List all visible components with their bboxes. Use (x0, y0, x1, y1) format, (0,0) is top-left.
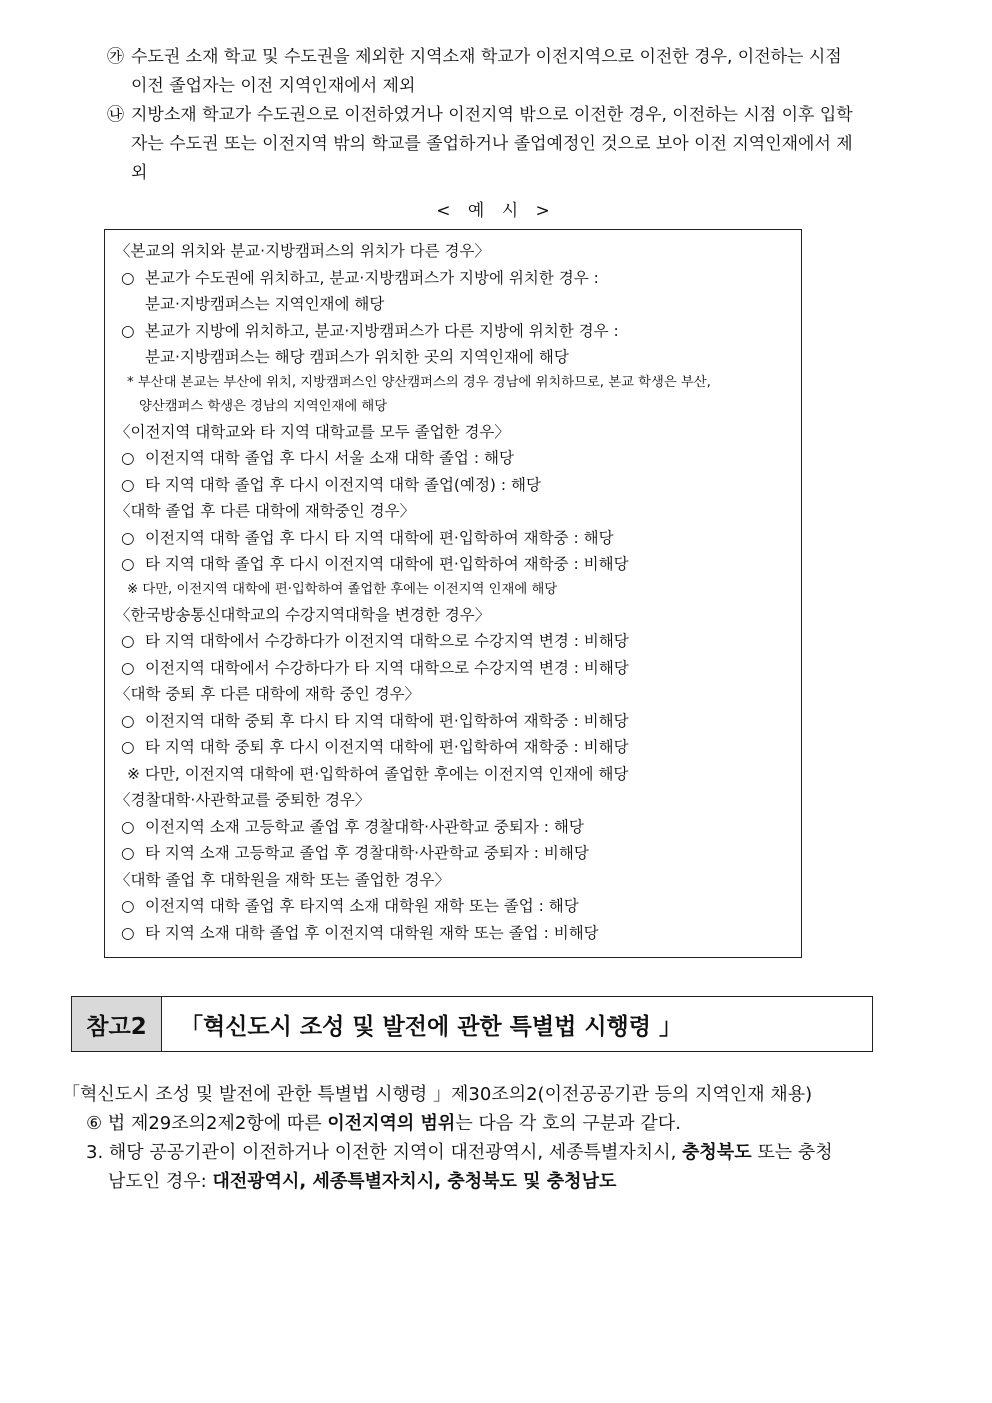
example-item: ○ 이전지역 대학 졸업 후 타지역 소재 대학원 재학 또는 졸업 : 해당 (115, 893, 793, 920)
na-line1: 지방소재 학교가 수도권으로 이전하였거나 이전지역 밖으로 이전한 경우, 이전하는 시점 이후 입학 (131, 105, 853, 125)
example-item: ○ 타 지역 소재 고등학교 졸업 후 경찰대학·사관학교 중퇴자 : 비해당 (115, 840, 793, 867)
ga-line1: 수도권 소재 학교 및 수도권을 제외한 지역소재 학교가 이전지역으로 이전한 경우, 이전하는 시점 (131, 47, 842, 67)
law-paragraph-6: ⑥ 법 제29조의2제2항에 따른 이전지역의 범위는 다음 각 호의 구분과 같다. (86, 1113, 681, 1134)
paragraph-na (107, 101, 925, 188)
example-item-cont: 분교·지방캠퍼스는 지역인재에 해당 (145, 295, 385, 313)
bullet-icon: ○ (121, 632, 135, 650)
example-item: ○ 타 지역 대학 졸업 후 다시 이전지역 대학 졸업(예정) : 해당 (115, 472, 793, 499)
example-item: ○ 이전지역 소재 고등학교 졸업 후 경찰대학·사관학교 중퇴자 : 해당 (115, 814, 793, 841)
example-item: ○ 이전지역 대학 중퇴 후 다시 타 지역 대학에 편·입학하여 재학중 : 비해당 (115, 708, 793, 735)
example-item: ○ 이전지역 대학에서 수강하다가 타 지역 대학으로 수강지역 변경 : 비해당 (115, 655, 793, 682)
bullet-icon: ○ (121, 475, 135, 494)
bullet-icon: ○ (121, 449, 135, 467)
example-item-cont: 분교·지방캠퍼스는 해당 캠퍼스가 위치한 곳의 지역인재에 해당 (145, 348, 569, 366)
na-line2: 자는 수도권 또는 이전지역 밖의 학교를 졸업하거나 졸업예정인 것으로 보아 이전 지역인재에서 제 (131, 134, 853, 154)
reference-label: 참고2 (72, 997, 162, 1051)
reference-title: 「혁신도시 조성 및 발전에 관한 특별법 시행령 」 (180, 1013, 682, 1040)
example-item: ○ 본교가 수도권에 위치하고, 분교·지방캠퍼스가 지방에 위치한 경우 : (115, 265, 793, 292)
example-note: ※ 다만, 이전지역 대학에 편·입학하여 졸업한 후에는 이전지역 인재에 해당 (127, 764, 629, 783)
example-item: ○ 이전지역 대학 졸업 후 다시 서울 소재 대학 졸업 : 해당 (115, 445, 793, 472)
bullet-icon: ○ (121, 555, 135, 573)
na-line3: 외 (131, 163, 148, 183)
example-item: ○ 본교가 지방에 위치하고, 분교·지방캠퍼스가 다른 지방에 위치한 경우 : (115, 318, 793, 345)
law-emphasis: 충청북도 (682, 1142, 752, 1163)
example-heading: 〈이전지역 대학교와 타 지역 대학교를 모두 졸업한 경우〉 (115, 422, 510, 441)
example-heading: 〈본교의 위치와 분교·지방캠퍼스의 위치가 다른 경우〉 (115, 242, 490, 260)
bullet-icon: ○ (121, 658, 135, 677)
example-item: ○ 타 지역 대학 중퇴 후 다시 이전지역 대학에 편·입학하여 재학중 : 비해당 (115, 734, 793, 761)
marker-ga: ㉮ (107, 47, 124, 67)
bullet-icon: ○ (121, 817, 135, 836)
example-item: ○ 이전지역 대학 졸업 후 다시 타 지역 대학에 편·입학하여 재학중 : 해당 (115, 525, 793, 552)
example-heading: 〈경찰대학·사관학교를 중퇴한 경우〉 (115, 791, 371, 809)
example-item: ○ 타 지역 대학 졸업 후 다시 이전지역 대학에 편·입학하여 재학중 : 비해당 (115, 551, 793, 578)
example-note-cont: 양산캠퍼스 학생은 경남의 지역인재에 해당 (139, 398, 388, 414)
bullet-icon: ○ (121, 897, 135, 915)
example-heading: 〈한국방송통신대학교의 수강지역대학을 변경한 경우〉 (115, 605, 491, 624)
bullet-icon: ○ (121, 268, 135, 287)
example-note: * 부산대 본교는 부산에 위치, 지방캠퍼스인 양산캠퍼스의 경우 경남에 위치하므로, 본교 학생은 부산, (127, 374, 711, 390)
marker-na: ㉯ (107, 105, 124, 125)
law-heading: 「혁신도시 조성 및 발전에 관한 특별법 시행령 」제30조의2(이전공공기관 등의 지역인재 채용) (62, 1084, 813, 1105)
example-heading: 〈대학 중퇴 후 다른 대학에 재학 중인 경우〉 (115, 685, 421, 703)
law-emphasis: 대전광역시, 세종특별자치시, 충청북도 및 충청남도 (212, 1171, 617, 1192)
example-heading: 〈대학 졸업 후 다른 대학에 재학중인 경우〉 (115, 502, 416, 520)
ga-line2: 이전 졸업자는 이전 지역인재에서 제외 (131, 76, 416, 96)
example-item: ○ 타 지역 대학에서 수강하다가 이전지역 대학으로 수강지역 변경 : 비해당 (115, 628, 793, 655)
law-emphasis: 이전지역의 범위 (327, 1113, 456, 1134)
example-item: ○ 타 지역 소재 대학 졸업 후 이전지역 대학원 재학 또는 졸업 : 비해당 (115, 920, 793, 947)
paragraph-ga (107, 43, 925, 101)
bullet-icon: ○ (121, 923, 135, 942)
example-note: ※ 다만, 이전지역 대학에 편·입학하여 졸업한 후에는 이전지역 인재에 해당 (127, 581, 558, 597)
law-item-3: 3. 해당 공공기관이 이전하거나 이전한 지역이 대전광역시, 세종특별자치시, 충청북도 또는 충청 남도인 경우: 대전광역시, 세종특별자치시, 충청북도 및 충청남도 (86, 1142, 833, 1192)
example-heading: 〈대학 졸업 후 대학원을 재학 또는 졸업한 경우〉 (115, 870, 451, 889)
reference-header (71, 996, 873, 1052)
bullet-icon: ○ (121, 321, 135, 340)
example-title: < 예 시 > (436, 201, 556, 221)
bullet-icon: ○ (121, 528, 135, 547)
bullet-icon: ○ (121, 711, 135, 730)
bullet-icon: ○ (121, 844, 135, 862)
bullet-icon: ○ (121, 738, 135, 756)
example-box (104, 229, 802, 958)
